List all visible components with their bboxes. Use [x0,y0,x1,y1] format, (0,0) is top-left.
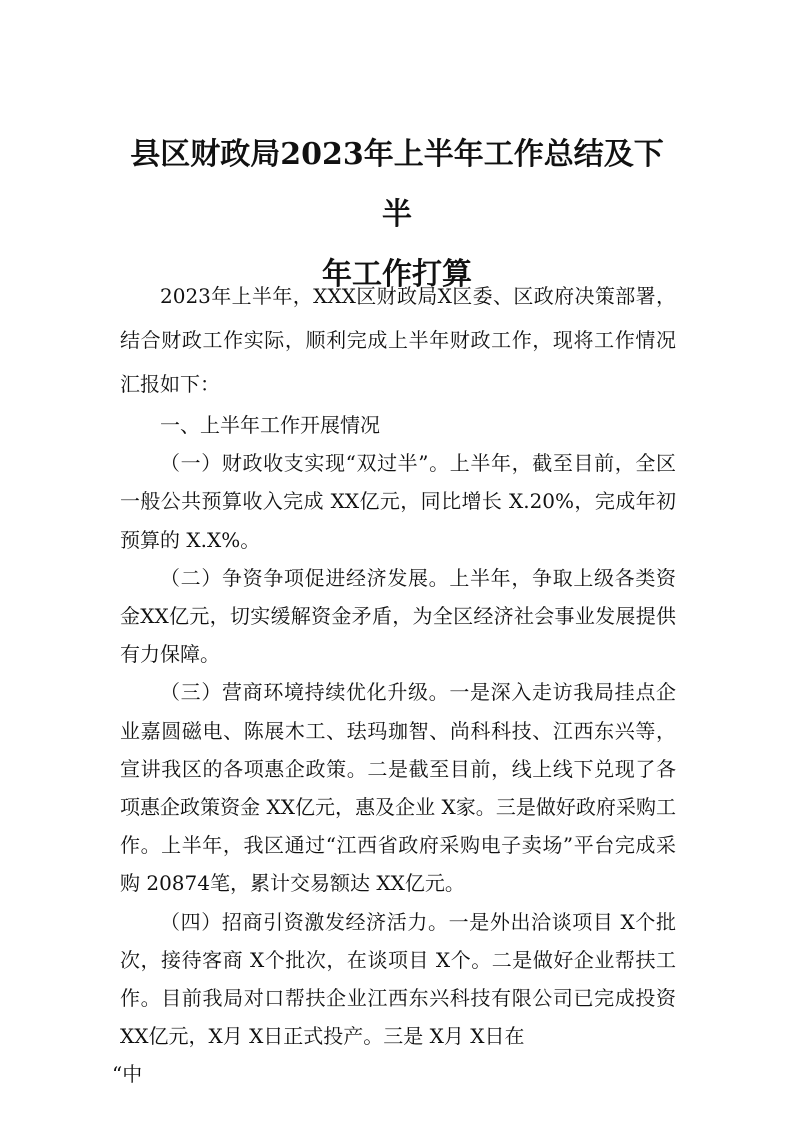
paragraph-tail: “中 [112,1062,143,1087]
paragraph-business-environment: （三）营商环境持续优化升级。一是深入走访我局挂点企业嘉圆磁电、陈展木工、珐玛珈智、尚科科技、江西东兴等，宣讲我区的各项惠企政策。二是截至目前，线上线下兑现了各项惠企政策资金 XX亿元，惠及企业 X家。三是做好政府采购工作。上半年，我区通过“江西省政府采购电子卖场”平台完成采购 20874笔，累计交易额达 XX亿元。 [120,680,676,896]
document-body [112,274,676,1094]
paragraph-funding: （二）争资争项促进经济发展。上半年，争取上级各类资金XX亿元，切实缓解资金矛盾，为全区经济社会事业发展提供有力保障。 [120,565,676,667]
paragraph-investment: （四）招商引资激发经济活力。一是外出洽谈项目 X个批次，接待客商 X个批次，在谈项目 X个。二是做好企业帮扶工作。目前我局对口帮扶企业江西东兴科技有限公司已完成投资 XX亿元，X月 X日正式投产。三是 X月 X日在 [120,909,676,1049]
title-line-2: 年工作打算 [322,257,472,292]
intro-paragraph: 2023年上半年，XXX区财政局X区委、区政府决策部署，结合财政工作实际，顺利完成上半年财政工作，现将工作情况汇报如下： [120,284,676,396]
paragraph-revenue: （一）财政收支实现“双过半”。上半年，截至目前，全区一般公共预算收入完成 XX亿元，同比增长 X.20%，完成年初预算的 X.X%。 [120,451,676,552]
title-line-1: 县区财政局2023年上半年工作总结及下半 [130,137,664,232]
section-heading: 一、上半年工作开展情况 [160,413,380,437]
